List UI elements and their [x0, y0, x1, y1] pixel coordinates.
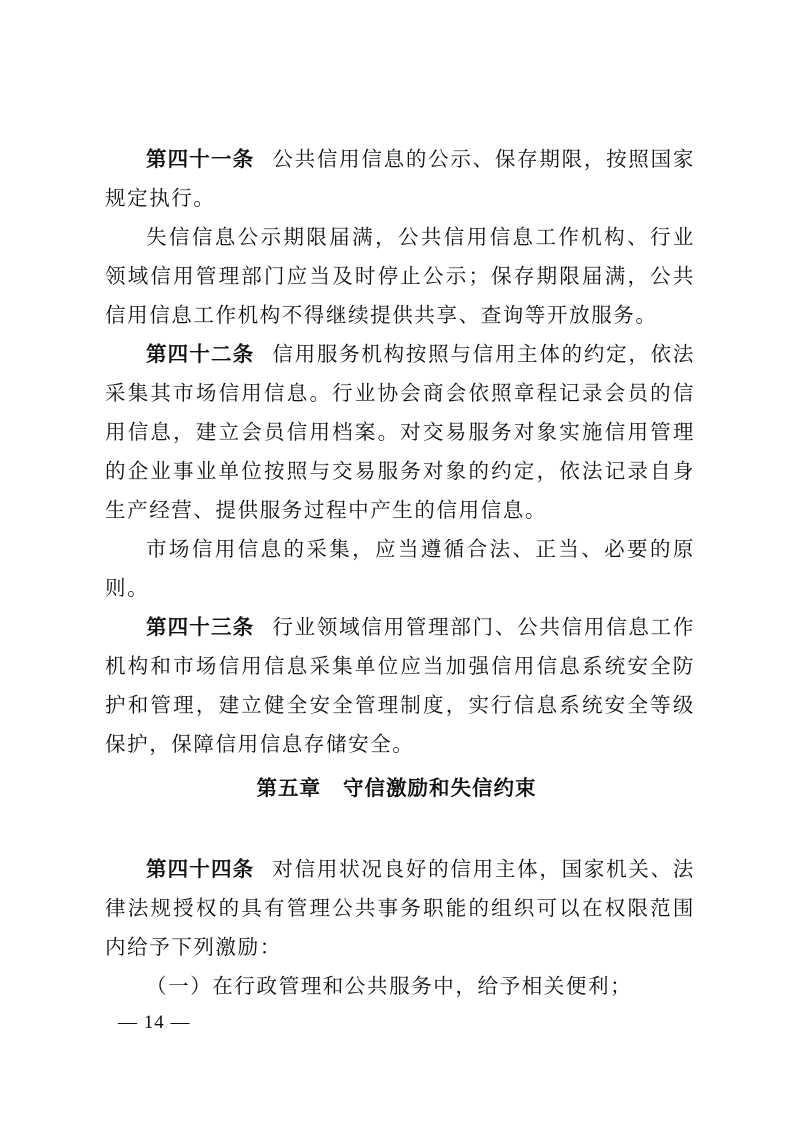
article-block-2	[105, 850, 695, 1006]
article-block-1	[105, 140, 695, 764]
article-44-text: 对信用状况良好的信用主体，国家机关、法律法规授权的具有管理公共事务职能的组织可以在权限范围内给予下列激励：	[105, 857, 695, 959]
chapter-number: 第五章	[256, 776, 321, 800]
article-44-number: 第四十四条	[146, 857, 255, 881]
article-42-paragraph	[105, 335, 695, 530]
article-44-paragraph	[105, 850, 695, 967]
article-42-number: 第四十二条	[146, 342, 255, 366]
article-44-item-1: （一）在行政管理和公共服务中，给予相关便利；	[146, 974, 633, 998]
article-43-text: 行业领域信用管理部门、公共信用信息工作机构和市场信用信息采集单位应当加强信用信息系统安全防护和管理，建立健全安全管理制度，实行信息系统安全等级保护，保障信用信息存储安全。	[105, 615, 695, 756]
article-41-text: 公共信用信息的公示、保存期限，按照国家规定执行。	[105, 147, 695, 210]
chapter-heading	[0, 770, 793, 806]
article-43-paragraph	[105, 608, 695, 764]
article-42-paragraph-2: 市场信用信息的采集，应当遵循合法、正当、必要的原则。	[105, 537, 695, 600]
article-41-number: 第四十一条	[146, 147, 255, 171]
article-42-text: 信用服务机构按照与信用主体的约定，依法采集其市场信用信息。行业协会商会依照章程记录会员的信用信息，建立会员信用档案。对交易服务对象实施信用管理的企业事业单位按照与交易服务对象的约定，依法记录自身生产经营、提供服务过程中产生的信用信息。	[105, 342, 695, 522]
article-41-paragraph	[105, 140, 695, 218]
article-41-paragraph-2: 失信信息公示期限届满，公共信用信息工作机构、行业领域信用管理部门应当及时停止公示；保存期限届满，公共信用信息工作机构不得继续提供共享、查询等开放服务。	[105, 225, 695, 327]
page-number: — 14 —	[118, 1012, 191, 1033]
article-43-number: 第四十三条	[146, 615, 255, 639]
chapter-title: 守信激励和失信约束	[343, 776, 537, 800]
